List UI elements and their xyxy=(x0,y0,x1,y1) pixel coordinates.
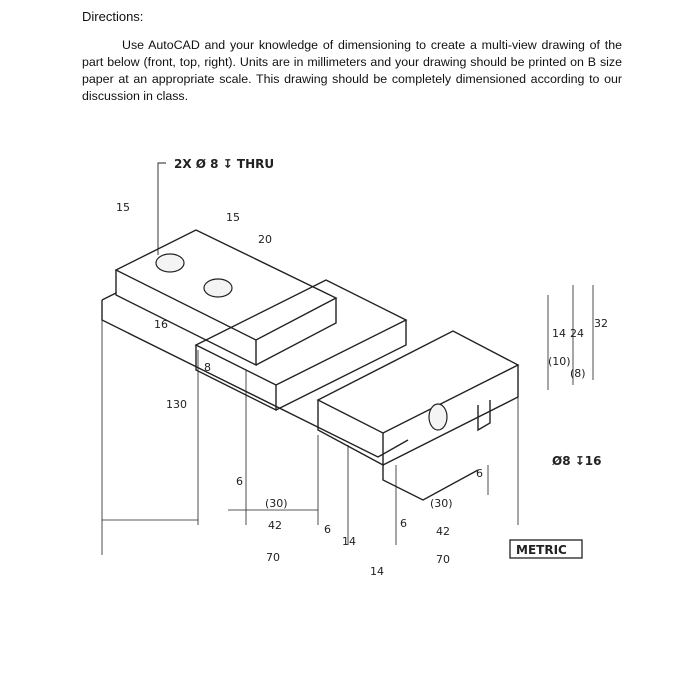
dim-42a: 42 xyxy=(268,519,282,532)
dim-130: 130 xyxy=(166,398,187,411)
dim-24: 24 xyxy=(570,327,584,340)
arm-top xyxy=(196,280,406,385)
dim-16: 16 xyxy=(154,318,168,331)
dim-6a: 6 xyxy=(236,475,243,488)
dim-70a: 70 xyxy=(266,551,280,564)
dim-6c: 6 xyxy=(400,517,407,530)
dim-10: (10) xyxy=(548,355,571,368)
left-block-front xyxy=(116,270,256,365)
dim-6b: 6 xyxy=(324,523,331,536)
right-slot xyxy=(478,400,490,430)
hole-2 xyxy=(204,279,232,297)
hole-note: 2X Ø 8 ↧ THRU xyxy=(174,157,275,171)
dim-8p: (8) xyxy=(570,367,586,380)
isometric-drawing xyxy=(78,135,618,615)
right-block-side xyxy=(383,365,518,465)
right-block-top xyxy=(318,331,518,433)
base-left xyxy=(102,293,116,300)
dim-15b: 15 xyxy=(226,211,240,224)
dim-20: 20 xyxy=(258,233,272,246)
directions-heading: Directions: xyxy=(82,9,144,24)
dim-70b: 70 xyxy=(436,553,450,566)
right-lower xyxy=(383,465,478,500)
dim-8: 8 xyxy=(204,361,211,374)
dim-14b: 14 xyxy=(370,565,384,578)
dim-14c: 14 xyxy=(552,327,566,340)
dim-15a: 15 xyxy=(116,201,130,214)
dim-30a: (30) xyxy=(265,497,288,510)
dim-32: 32 xyxy=(594,317,608,330)
units-label: METRIC xyxy=(516,543,567,557)
dim-14a: 14 xyxy=(342,535,356,548)
directions-paragraph: Use AutoCAD and your knowledge of dimensioning to create a multi-view drawing of the part below (front, top, right). Units are in millimeters and your drawing should be printed on B size paper at an appropriate scale. This drawing should be completely dimensioned according to our discussion in class. xyxy=(82,38,622,103)
dim-6d: 6 xyxy=(476,467,483,480)
hole-3 xyxy=(429,404,447,430)
base-plate xyxy=(102,300,408,457)
dim-30b: (30) xyxy=(430,497,453,510)
hole-note-right: Ø8 ↧16 xyxy=(552,454,602,468)
left-block-side xyxy=(256,298,336,365)
hole-1 xyxy=(156,254,184,272)
dim-42b: 42 xyxy=(436,525,450,538)
